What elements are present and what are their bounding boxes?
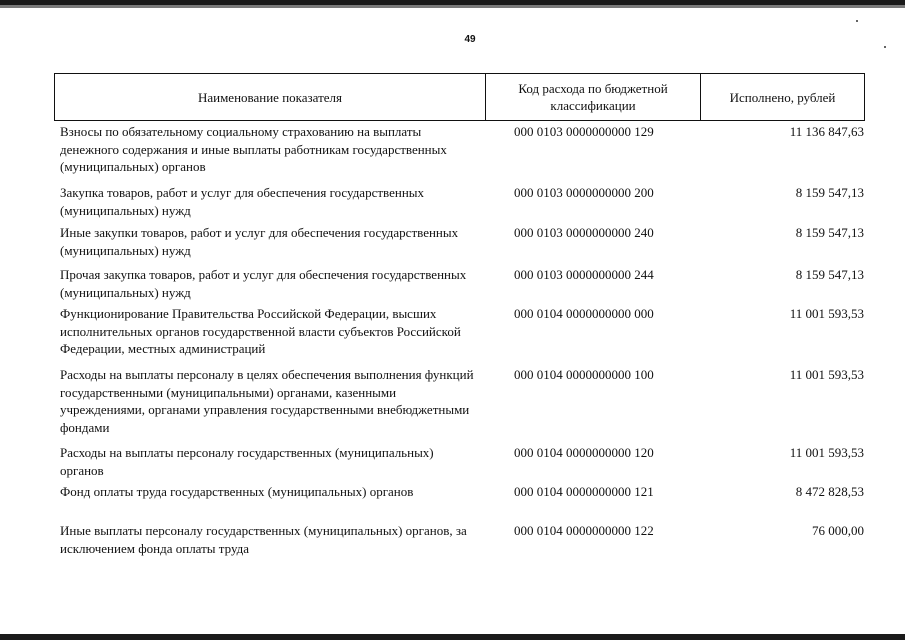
cell-name: Расходы на выплаты персоналу государственных (муниципальных) органов [60,445,434,478]
cell-sum: 11 001 593,53 [789,445,864,460]
cell-code: 000 0103 0000000000 200 [514,185,654,200]
cell-sum: 11 001 593,53 [789,306,864,321]
header-name: Наименование показателя [197,89,343,105]
table-header [54,73,865,121]
cell-code: 000 0103 0000000000 240 [514,225,654,240]
cell-name: Иные закупки товаров, работ и услуг для обеспечения государственных (муниципальных) нужд [60,225,459,258]
cell-code: 000 0103 0000000000 244 [514,267,654,282]
cell-sum: 11 001 593,53 [789,367,864,382]
cell-code: 000 0104 0000000000 100 [514,367,654,382]
cell-name: Расходы на выплаты персоналу в целях обеспечения выполнения функций государственными (муниципальными) органами, казенными учреждениями, органами управления государственными внебюджетными фондами [60,367,474,435]
cell-code: 000 0104 0000000000 000 [514,306,654,321]
cell-sum: 8 159 547,13 [795,185,864,200]
scan-speck [856,20,858,22]
cell-code: 000 0104 0000000000 120 [514,445,654,460]
header-code: Код расхода по бюджетной классификации [518,81,668,113]
cell-sum: 8 472 828,53 [795,484,864,499]
cell-sum: 8 159 547,13 [795,225,864,240]
cell-sum: 11 136 847,63 [789,124,864,139]
cell-sum: 76 000,00 [812,523,864,538]
cell-code: 000 0104 0000000000 122 [514,523,654,538]
cell-name: Функционирование Правительства Российской Федерации, высших исполнительных органов государственной власти субъектов Российской Федерации, местных администраций [60,306,461,356]
cell-code: 000 0103 0000000000 129 [514,124,654,139]
header-sum: Исполнено, рублей [729,89,836,105]
scan-speck [884,46,886,48]
cell-name: Иные выплаты персоналу государственных (муниципальных) органов, за исключением фонда оплаты труда [60,523,467,556]
cell-name: Фонд оплаты труда государственных (муниципальных) органов [60,484,414,499]
cell-name: Взносы по обязательному социальному страхованию на выплаты денежного содержания и иные выплаты работникам государственных (муниципальных) органов [60,124,447,174]
cell-code: 000 0104 0000000000 121 [514,484,654,499]
scan-top-shadow [0,5,905,8]
cell-name: Прочая закупка товаров, работ и услуг для обеспечения государственных (муниципальных) нужд [60,267,467,300]
cell-sum: 8 159 547,13 [795,267,864,282]
cell-name: Закупка товаров, работ и услуг для обеспечения государственных (муниципальных) нужд [60,185,425,218]
scan-bottom-border [0,634,905,640]
page-number: 49 [464,34,476,45]
